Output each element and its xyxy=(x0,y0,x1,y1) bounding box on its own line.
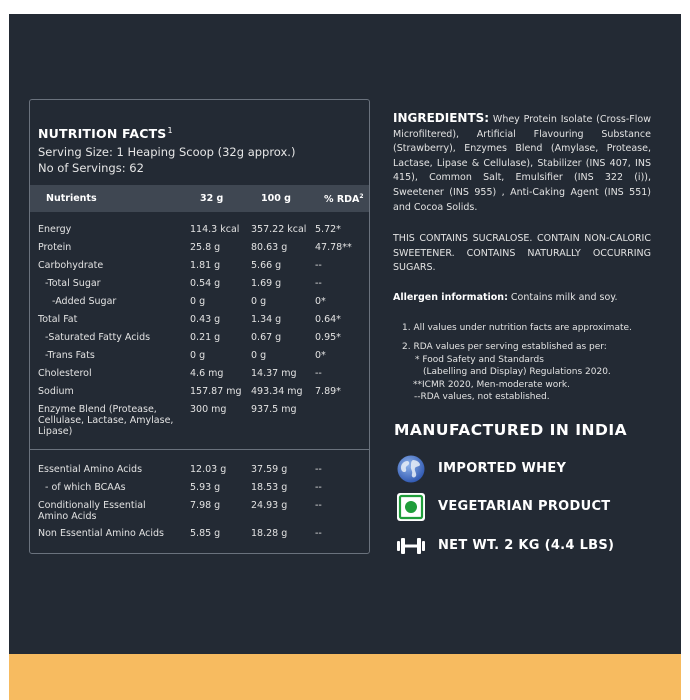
note-rda-basis: 2. RDA values per serving established as per: xyxy=(402,342,607,352)
row-enzyme-blend-serving: 300 mg xyxy=(190,404,227,415)
row-essential-amino-rda: -- xyxy=(315,464,322,475)
row-energy-name: Energy xyxy=(38,224,72,235)
row-energy-rda: 5.72* xyxy=(315,224,341,235)
row-added-sugar-100g: 0 g xyxy=(251,296,267,307)
row-total-fat-serving: 0.43 g xyxy=(190,314,221,325)
row-total-fat-rda: 0.64* xyxy=(315,314,341,325)
header-per-100g: 100 g xyxy=(261,193,291,204)
ingredients-text: Whey Protein Isolate (Cross-Flow Microfiltered), Artificial Flavouring Substance (Strawberry), Enzymes Blend (Amylase, Protease, Lactase, Lipase & Cellulase), Stabilizer (INS 407, INS 415), Common Salt, Emulsifier (INS 322 (i)), Sweetener (INS 955) , Anti-Caking Agent (INS 551) and Cocoa Solids. xyxy=(393,114,651,213)
ingredients-block xyxy=(393,111,651,215)
row-total-sugar-rda: -- xyxy=(315,278,322,289)
note-approximate: 1. All values under nutrition facts are approximate. xyxy=(402,323,632,333)
veg-mark-icon xyxy=(396,492,426,522)
row-bcaa-rda: -- xyxy=(315,482,322,493)
row-carbohydrate-name: Carbohydrate xyxy=(38,260,104,271)
row-saturated-fat-name: -Saturated Fatty Acids xyxy=(45,332,151,343)
row-total-sugar-100g: 1.69 g xyxy=(251,278,282,289)
row-nonessential-amino-serving: 5.85 g xyxy=(190,528,221,539)
row-enzyme-blend-name: Enzyme Blend (Protease, Cellulase, Lactase, Amylase, Lipase) xyxy=(38,404,174,437)
row-total-fat-name: Total Fat xyxy=(38,314,78,325)
row-essential-amino-serving: 12.03 g xyxy=(190,464,227,475)
row-carbohydrate-serving: 1.81 g xyxy=(190,260,221,271)
globe-icon xyxy=(396,454,426,484)
row-protein-100g: 80.63 g xyxy=(251,242,288,253)
row-conditional-amino-100g: 24.93 g xyxy=(251,500,288,511)
row-sodium-rda: 7.89* xyxy=(315,386,341,397)
row-nonessential-amino-rda: -- xyxy=(315,528,322,539)
row-bcaa-serving: 5.93 g xyxy=(190,482,221,493)
row-saturated-fat-100g: 0.67 g xyxy=(251,332,282,343)
row-cholesterol-name: Cholesterol xyxy=(38,368,92,379)
note-rda-not-established: --RDA values, not established. xyxy=(414,392,550,402)
accent-band xyxy=(9,654,681,700)
row-trans-fat-rda: 0* xyxy=(315,350,326,361)
row-total-sugar-serving: 0.54 g xyxy=(190,278,221,289)
note-icmr: **ICMR 2020, Men-moderate work. xyxy=(413,380,571,390)
header-rda: % RDA$^2$ xyxy=(324,193,364,206)
note-fssai-regulation: (Labelling and Display) Regulations 2020. xyxy=(423,367,611,377)
header-per-serving: 32 g xyxy=(200,193,224,204)
row-protein-serving: 25.8 g xyxy=(190,242,221,253)
row-enzyme-blend-100g: 937.5 mg xyxy=(251,404,297,415)
row-total-fat-100g: 1.34 g xyxy=(251,314,282,325)
row-carbohydrate-100g: 5.66 g xyxy=(251,260,282,271)
row-trans-fat-100g: 0 g xyxy=(251,350,267,361)
row-sodium-serving: 157.87 mg xyxy=(190,386,242,397)
allergen-text: Contains milk and soy. xyxy=(510,292,618,303)
allergen-info xyxy=(393,292,658,303)
row-protein-rda: 47.78** xyxy=(315,242,352,253)
badge-imported-whey-label: IMPORTED WHEY xyxy=(438,461,567,476)
manufactured-heading: MANUFACTURED IN INDIA xyxy=(394,421,628,439)
row-saturated-fat-serving: 0.21 g xyxy=(190,332,221,343)
row-added-sugar-serving: 0 g xyxy=(190,296,206,307)
row-trans-fat-name: -Trans Fats xyxy=(45,350,95,361)
allergen-label: Allergen information: xyxy=(393,292,508,303)
row-bcaa-name: - of which BCAAs xyxy=(45,482,126,493)
dumbbell-icon xyxy=(396,531,426,561)
row-conditional-amino-name: Conditionally Essential Amino Acids xyxy=(38,500,146,522)
badge-vegetarian-label: VEGETARIAN PRODUCT xyxy=(438,499,611,514)
row-protein-name: Protein xyxy=(38,242,72,253)
badge-net-weight-label: NET WT. 2 KG (4.4 LBS) xyxy=(438,538,615,553)
row-total-sugar-name: -Total Sugar xyxy=(45,278,101,289)
nutrition-facts-title: NUTRITION FACTS$^1$ xyxy=(38,126,173,141)
table-divider xyxy=(30,449,369,450)
row-cholesterol-100g: 14.37 mg xyxy=(251,368,297,379)
row-sodium-name: Sodium xyxy=(38,386,74,397)
row-nonessential-amino-name: Non Essential Amino Acids xyxy=(38,528,164,539)
row-essential-amino-100g: 37.59 g xyxy=(251,464,288,475)
row-nonessential-amino-100g: 18.28 g xyxy=(251,528,288,539)
row-added-sugar-name: -Added Sugar xyxy=(52,296,117,307)
note-fssai: * Food Safety and Standards xyxy=(415,355,544,365)
row-energy-100g: 357.22 kcal xyxy=(251,224,307,235)
row-energy-serving: 114.3 kcal xyxy=(190,224,240,235)
row-saturated-fat-rda: 0.95* xyxy=(315,332,341,343)
servings-count: No of Servings: 62 xyxy=(38,161,144,175)
ingredients-label: INGREDIENTS: xyxy=(393,111,490,125)
sucralose-notice: THIS CONTAINS SUCRALOSE. CONTAIN NON-CALORIC SWEETENER. CONTAINS NATURALLY OCCURRING SUGARS. xyxy=(393,233,651,274)
row-sodium-100g: 493.34 mg xyxy=(251,386,303,397)
row-essential-amino-name: Essential Amino Acids xyxy=(38,464,143,475)
row-carbohydrate-rda: -- xyxy=(315,260,322,271)
row-bcaa-100g: 18.53 g xyxy=(251,482,288,493)
row-trans-fat-serving: 0 g xyxy=(190,350,206,361)
row-conditional-amino-serving: 7.98 g xyxy=(190,500,221,511)
header-nutrients: Nutrients xyxy=(46,193,97,204)
row-conditional-amino-rda: -- xyxy=(315,500,322,511)
row-cholesterol-rda: -- xyxy=(315,368,322,379)
row-added-sugar-rda: 0* xyxy=(315,296,326,307)
serving-size: Serving Size: 1 Heaping Scoop (32g approx.) xyxy=(38,145,296,159)
row-cholesterol-serving: 4.6 mg xyxy=(190,368,224,379)
